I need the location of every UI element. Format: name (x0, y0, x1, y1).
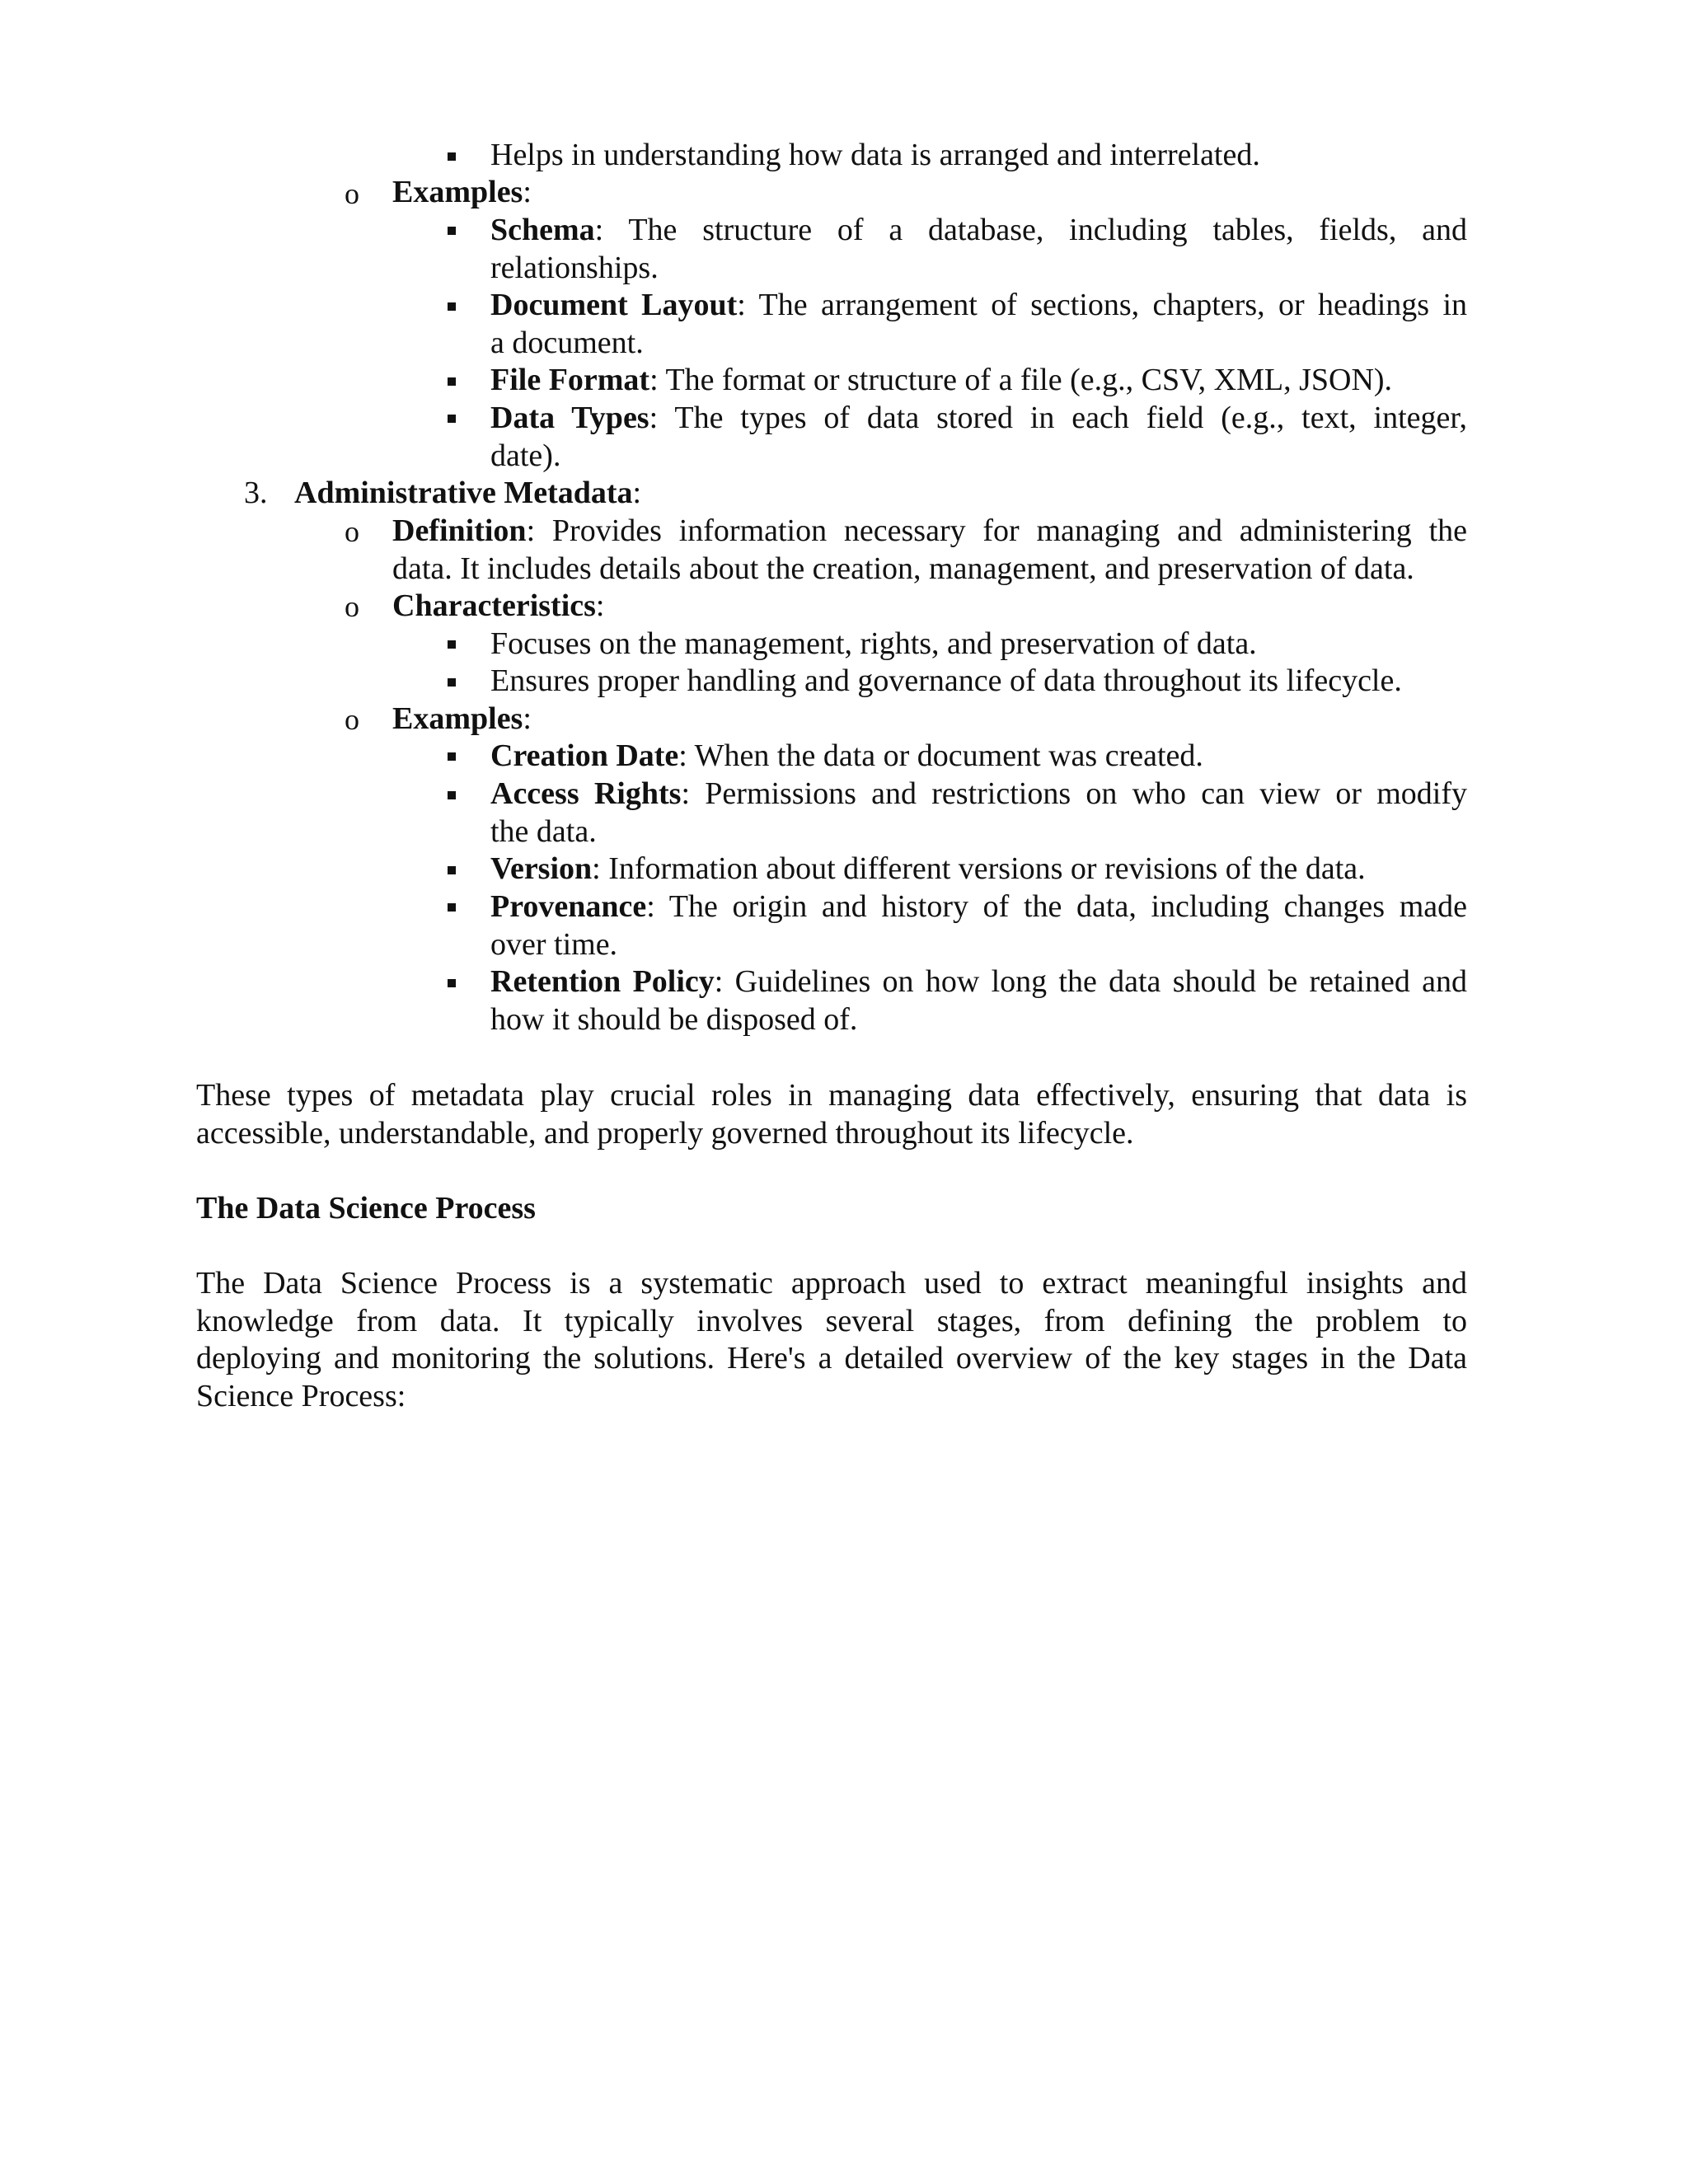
list-item: File Format: The format or structure of a file (e.g., CSV, XML, JSON). (490, 363, 1393, 397)
bullet-circle-icon: o (345, 515, 359, 548)
sublist-heading: Characteristics: (392, 588, 605, 623)
list-number: 3. (244, 476, 268, 510)
bullet-square-icon (448, 678, 456, 687)
bullet-square-icon (448, 791, 456, 799)
section-heading: The Data Science Process (196, 1191, 536, 1226)
bullet-circle-icon: o (345, 177, 359, 210)
bullet-square-icon (448, 377, 456, 386)
definition-item: Definition: Provides information necessary for managing and administering the (392, 513, 1467, 548)
term-label: Version (490, 851, 593, 886)
list-item-continuation: the data. (490, 814, 597, 849)
bullet-square-icon (448, 903, 456, 912)
list-item-continuation: over time. (490, 927, 618, 962)
body-paragraph-line: deploying and monitoring the solutions. Here's a detailed overview of the key stages in the Data (196, 1341, 1467, 1376)
bullet-square-icon (448, 227, 456, 235)
definition-continuation: data. It includes details about the creation, management, and preservation of data. (392, 551, 1414, 586)
sublist-heading: Examples: (392, 701, 532, 736)
list-item-continuation: date). (490, 438, 561, 473)
bullet-square-icon (448, 640, 456, 649)
term-label: Creation Date (490, 738, 679, 773)
section-item-heading: Administrative Metadata: (294, 476, 642, 510)
examples-label: Examples (392, 701, 523, 736)
list-item: Schema: The structure of a database, including tables, fields, and (490, 213, 1467, 247)
list-item (490, 136, 1260, 174)
summary-paragraph-line: accessible, understandable, and properly governed throughout its lifecycle. (196, 1116, 1134, 1151)
term-label: File Format (490, 363, 650, 397)
bullet-square-icon (448, 152, 456, 161)
characteristics-label: Characteristics (392, 588, 596, 623)
bullet-square-icon (448, 302, 456, 311)
term-label: Access Rights (490, 776, 682, 811)
body-paragraph-line: Science Process: (196, 1379, 406, 1413)
term-label: Document Layout (490, 288, 738, 322)
term-label: Provenance (490, 889, 647, 924)
sublist-heading: Examples: (392, 175, 532, 209)
list-item: Document Layout: The arrangement of sections, chapters, or headings in (490, 288, 1467, 322)
list-item: Creation Date: When the data or document was created. (490, 738, 1203, 773)
body-paragraph-line: knowledge from data. It typically involves several stages, from defining the problem to (196, 1304, 1467, 1338)
bullet-circle-icon: o (345, 590, 359, 623)
bullet-square-icon (448, 752, 456, 761)
bullet-square-icon (448, 866, 456, 874)
bullet-circle-icon: o (345, 703, 359, 736)
list-item: Provenance: The origin and history of the data, including changes made (490, 889, 1467, 924)
list-item: Data Types: The types of data stored in each field (e.g., text, integer, (490, 401, 1467, 435)
admin-metadata-title: Administrative Metadata (294, 476, 633, 510)
bullet-square-icon (448, 415, 456, 423)
list-item-continuation: a document. (490, 326, 644, 360)
body-paragraph-line: The Data Science Process is a systematic approach used to extract meaningful insights and (196, 1266, 1467, 1301)
summary-paragraph-line: These types of metadata play crucial roles in managing data effectively, ensuring that data is (196, 1078, 1467, 1113)
term-label: Data Types (490, 401, 649, 435)
list-item: Version: Information about different versions or revisions of the data. (490, 851, 1366, 886)
definition-label: Definition (392, 513, 527, 548)
list-item: Access Rights: Permissions and restrictions on who can view or modify (490, 776, 1467, 811)
list-item-text: Helps in understanding how data is arranged and interrelated. (490, 138, 1260, 172)
list-item: Retention Policy: Guidelines on how long the data should be retained and (490, 964, 1467, 999)
list-item-continuation: how it should be disposed of. (490, 1002, 858, 1037)
examples-label: Examples (392, 175, 523, 209)
term-label: Schema (490, 213, 595, 247)
list-item-continuation: relationships. (490, 251, 659, 285)
list-item: Ensures proper handling and governance of data throughout its lifecycle. (490, 663, 1402, 698)
list-item: Focuses on the management, rights, and preservation of data. (490, 626, 1257, 661)
term-label: Retention Policy (490, 964, 715, 999)
bullet-square-icon (448, 979, 456, 987)
